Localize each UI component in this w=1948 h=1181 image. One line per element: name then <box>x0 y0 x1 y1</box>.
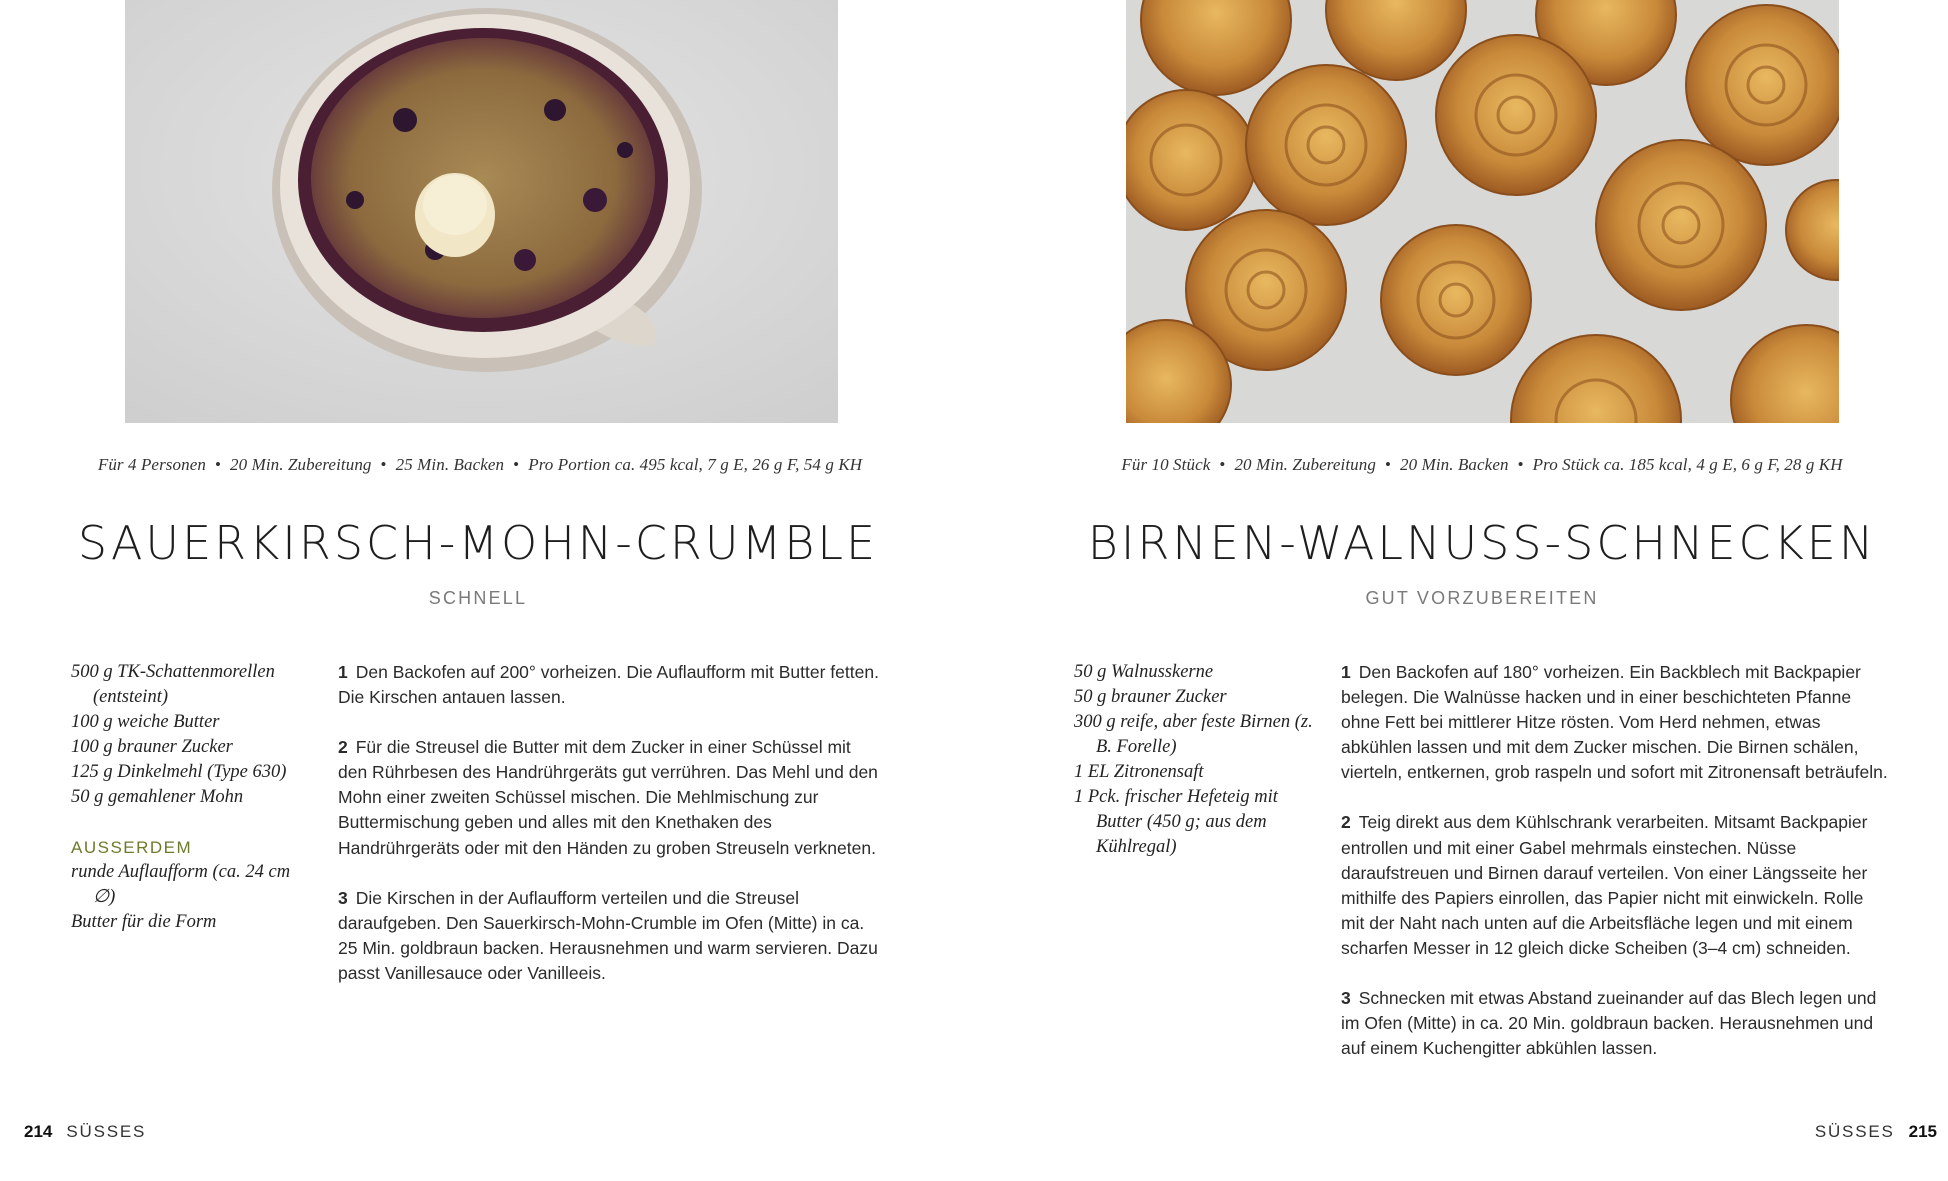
instruction-step <box>338 886 883 986</box>
instruction-step <box>1341 810 1891 961</box>
schnecken-photo-illustration <box>1126 0 1839 423</box>
instruction-list <box>338 660 883 1011</box>
step-number: 1 <box>1341 662 1351 682</box>
ingredient-list <box>71 660 311 935</box>
ingredient-item: 1 EL Zitronensaft <box>1074 762 1204 782</box>
instruction-step <box>1341 986 1891 1061</box>
servings: Für 4 Personen <box>97 455 206 474</box>
crumble-photo <box>125 0 838 423</box>
extra-item: runde Auflaufform (ca. 24 cm ∅) <box>71 862 291 907</box>
ingredient-item: 300 g reife, aber feste Birnen (z. B. Forelle) <box>1074 712 1313 757</box>
bullet-separator: • <box>380 455 387 474</box>
ingredient-item: 50 g brauner Zucker <box>1074 687 1227 707</box>
page-number: 215 <box>1908 1122 1937 1141</box>
bullet-separator: • <box>513 455 520 474</box>
ingredient-list <box>1074 660 1314 860</box>
section-name: SÜSSES <box>1814 1122 1895 1141</box>
recipe-tag: SCHNELL <box>428 588 528 608</box>
extra-item: Butter für die Form <box>71 912 217 932</box>
ingredient-item: 125 g Dinkelmehl (Type 630) <box>71 762 287 782</box>
extra-heading: AUSSERDEM <box>71 838 193 857</box>
step-number: 3 <box>338 887 348 908</box>
instruction-step <box>338 735 883 860</box>
ingredient-item: 50 g gemahlener Mohn <box>71 787 244 807</box>
step-text: Den Backofen auf 180° vorheizen. Ein Backblech mit Backpapier belegen. Die Walnüsse hacken und in einer beschichteten Pfanne ohne Fett bei mittlerer Hitze rösten. Vom Herd nehmen, etwas abkühlen lassen und mit dem Zucker mischen. Die Birnen schälen, vierteln, entkernen, grob raspeln und sofort mit Zitronensaft beträufeln. <box>1341 662 1888 783</box>
bullet-separator: • <box>1517 455 1524 474</box>
step-number: 2 <box>1341 812 1351 833</box>
step-number: 2 <box>338 737 348 758</box>
prep-time: 20 Min. Zubereitung <box>230 455 372 474</box>
instruction-step <box>1341 660 1891 785</box>
step-text: Schnecken mit etwas Abstand zueinander auf das Blech legen und im Ofen (Mitte) in ca. 20 Min. goldbraun backen. Herausnehmen und auf einem Kuchengitter abkühlen lassen. <box>1341 988 1877 1059</box>
ingredient-item: 50 g Walnusskerne <box>1074 662 1214 682</box>
bake-time: 25 Min. Backen <box>395 455 505 474</box>
bullet-separator: • <box>1384 455 1392 474</box>
recipe-meta <box>30 455 930 475</box>
nutrition: Pro Portion ca. 495 kcal, 7 g E, 26 g F, 54 g KH <box>528 455 863 474</box>
recipe-tag: GUT VORZUBEREITEN <box>1365 588 1599 608</box>
schnecken-photo <box>1126 0 1839 423</box>
recipe-title: BIRNEN-WALNUSS-SCHNECKEN <box>1087 516 1877 570</box>
ingredient-item: 1 Pck. frischer Hefeteig mit Butter (450 g; aus dem Kühlregal) <box>1074 787 1278 857</box>
page-footer-left <box>24 1122 146 1142</box>
instruction-step <box>338 660 883 710</box>
step-text: Die Kirschen in der Auflaufform verteilen und die Streusel daraufgeben. Den Sauerkirsch-Mohn-Crumble im Ofen (Mitte) in ca. 25 Min. goldbraun backen. Herausnehmen und warm servieren. Dazu passt Vanillesauce oder Vanilleeis. <box>338 887 878 983</box>
step-number: 3 <box>1341 988 1351 1009</box>
recipe-meta <box>1032 455 1932 475</box>
bake-time: 20 Min. Backen <box>1400 455 1509 474</box>
bullet-separator: • <box>214 455 222 474</box>
bullet-separator: • <box>1219 455 1226 474</box>
ingredient-item: 500 g TK-Schattenmorellen (entsteint) <box>71 662 275 707</box>
servings: Für 10 Stück <box>1121 455 1211 474</box>
step-text: Für die Streusel die Butter mit dem Zucker in einer Schüssel mit den Rührbesen des Handrührgeräts gut verrühren. Das Mehl und den Mohn einer zweiten Schüssel mischen. Die Mehlmischung zur Buttermischung geben und alles mit den Knethaken des Handrührgeräts oder mit den Händen zu groben Streuseln verkneten. <box>338 737 878 858</box>
step-number: 1 <box>338 662 348 682</box>
instruction-list <box>1341 660 1891 1086</box>
ingredient-item: 100 g weiche Butter <box>71 712 220 732</box>
step-text: Teig direkt aus dem Kühlschrank verarbeiten. Mitsamt Backpapier entrollen und mit einer Gabel mehrmals einstechen. Nüsse daraufstreuen und Birnen darauf verteilen. Von einer Längsseite her mithilfe des Papiers einrollen, das Papier nicht mit einwickeln. Rolle mit der Naht nach unten auf die Arbeitsfläche legen und mit einem scharfen Messer in 12 gleich dicke Scheiben (3–4 cm) schneiden. <box>1341 812 1868 958</box>
nutrition: Pro Stück ca. 185 kcal, 4 g E, 6 g F, 28 g KH <box>1532 455 1843 474</box>
ingredient-item: 100 g brauner Zucker <box>71 737 233 757</box>
step-text: Den Backofen auf 200° vorheizen. Die Auflaufform mit Butter fetten. Die Kirschen antauen lassen. <box>338 662 879 708</box>
crumble-photo-illustration <box>125 0 838 423</box>
page-number: 214 <box>24 1122 53 1141</box>
prep-time: 20 Min. Zubereitung <box>1234 455 1376 474</box>
recipe-title: SAUERKIRSCH-MOHN-CRUMBLE <box>77 516 879 570</box>
page-footer-right <box>1815 1122 1937 1142</box>
section-name: SÜSSES <box>66 1122 147 1141</box>
